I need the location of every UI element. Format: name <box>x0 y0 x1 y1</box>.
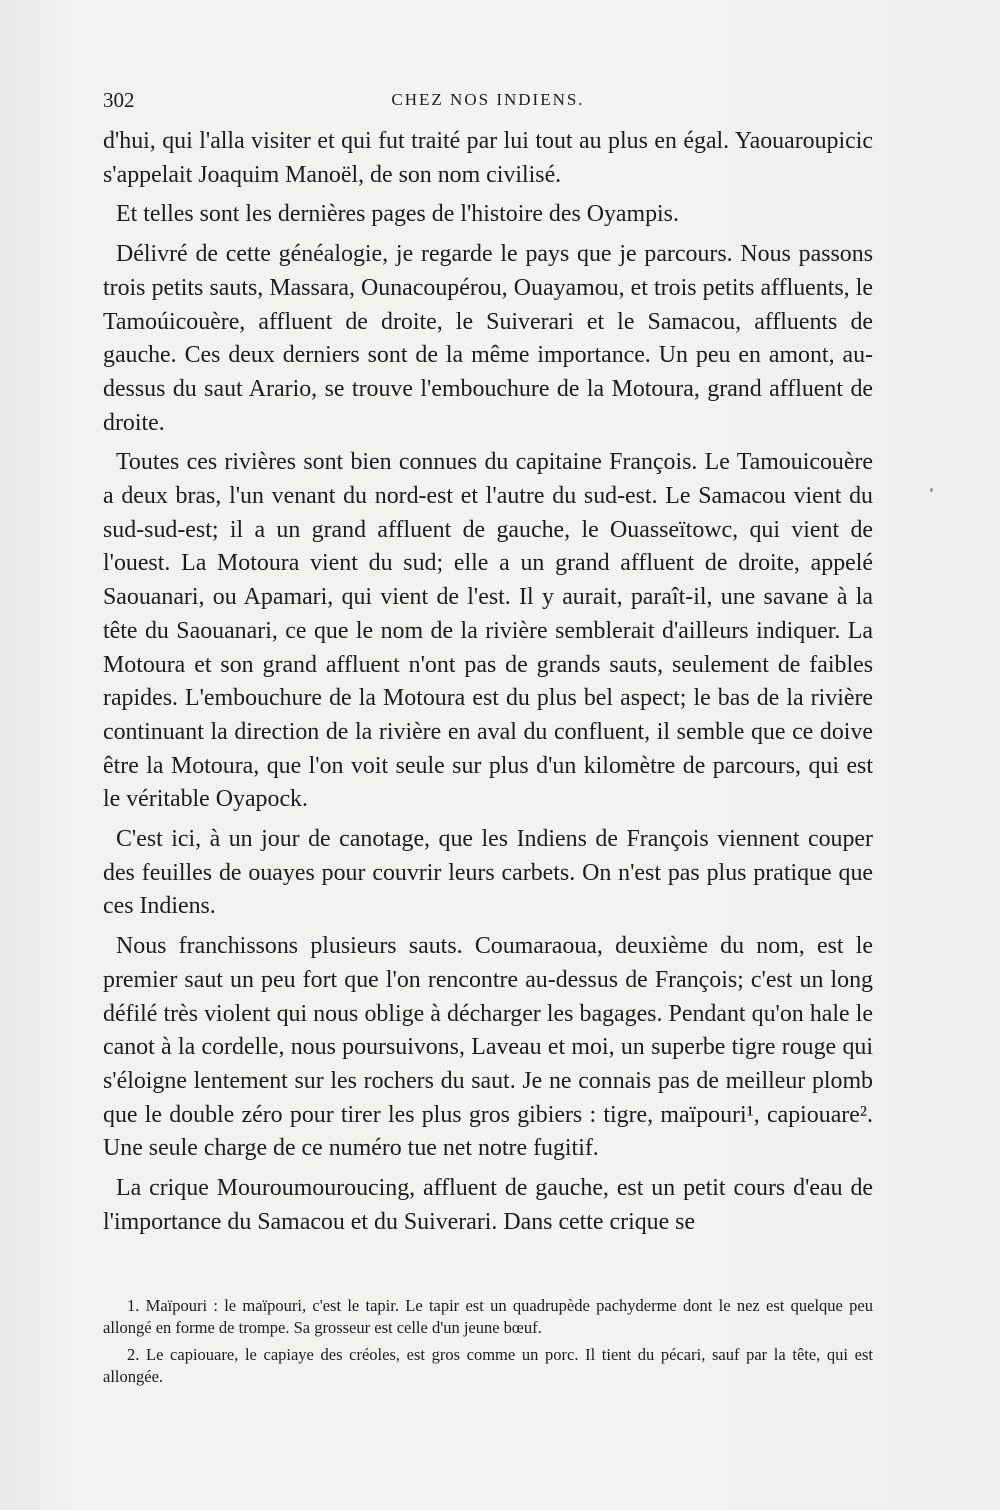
body-text <box>103 125 873 1246</box>
paragraph: Délivré de cette généalogie, je regarde le pays que je parcours. Nous passons trois petits sauts, Massara, Ounacoupérou, Ouayamou, et trois petits affluents, le Tamoúicouère, affluent de droite, le Suiverari et le Samacou, affluents de gauche. Ces deux derniers sont de la même importance. Un peu en amont, au-dessus du saut Arario, se trouve l'embouchure de la Motoura, grand affluent de droite. <box>103 241 873 436</box>
paragraph: Toutes ces rivières sont bien connues du capitaine François. Le Tamouicouère a deux bras, l'un venant du nord-est et l'autre du sud-est. Le Samacou vient du sud-sud-est; il a un grand affluent de gauche, le Ouasseïtowc, qui vient de l'ouest. La Motoura vient du sud; elle a un grand affluent de droite, appelé Saouanari, ou Apamari, qui vient de l'est. Il y aurait, paraît-il, une savane à la tête du Saouanari, ce que le nom de la rivière semblerait d'ailleurs indiquer. La Motoura et son grand affluent n'ont pas de grands sauts, seulement de faibles rapides. L'embouchure de la Motoura est du plus bel aspect; le bas de la rivière continuant la direction de la rivière en aval du confluent, il semble que ce doive être la Motoura, que l'on voit seule sur plus d'un kilomètre de parcours, qui est le véritable Oyapock. <box>103 449 873 813</box>
footnote: 1. Maïpouri : le maïpouri, c'est le tapir. Le tapir est un quadrupède pachyderme dont le nez est quelque peu allongé en forme de trompe. Sa grosseur est celle d'un jeune bœuf. <box>103 1296 873 1337</box>
page-header <box>103 88 873 118</box>
footnote: 2. Le capiouare, le capiaye des créoles, est gros comme un porc. Il tient du pécari, sauf par la tête, qui est allongée. <box>103 1345 873 1386</box>
paragraph: Et telles sont les dernières pages de l'histoire des Oyampis. <box>116 201 679 228</box>
running-title: CHEZ NOS INDIENS. <box>391 90 585 109</box>
paragraph: C'est ici, à un jour de canotage, que les Indiens de François viennent couper des feuilles de ouayes pour couvrir leurs carbets. On n'est pas plus pratique que ces Indiens. <box>103 826 873 920</box>
footnotes <box>103 1295 873 1393</box>
paper-speck <box>930 488 933 492</box>
paragraph: Nous franchissons plusieurs sauts. Coumaraoua, deuxième du nom, est le premier saut un peu fort que l'on rencontre au-dessus de François; c'est un long défilé très violent qui nous oblige à décharger les bagages. Pendant qu'on hale le canot à la cordelle, nous poursuivons, Laveau et moi, un superbe tigre rouge qui s'éloigne lentement sur les rochers du saut. Je ne connais pas de meilleur plomb que le double zéro pour tirer les plus gros gibiers : tigre, maïpouri¹, capiouare². Une seule charge de ce numéro tue net notre fugitif. <box>103 933 873 1162</box>
paragraph: La crique Mouroumouroucing, affluent de gauche, est un petit cours d'eau de l'importance du Samacou et du Suiverari. Dans cette crique se <box>103 1175 873 1235</box>
page-number: 302 <box>103 88 135 112</box>
paragraph: d'hui, qui l'alla visiter et qui fut traité par lui tout au plus en égal. Yaouaroupicic s'appelait Joaquim Manoël, de son nom civilisé. <box>103 128 873 188</box>
